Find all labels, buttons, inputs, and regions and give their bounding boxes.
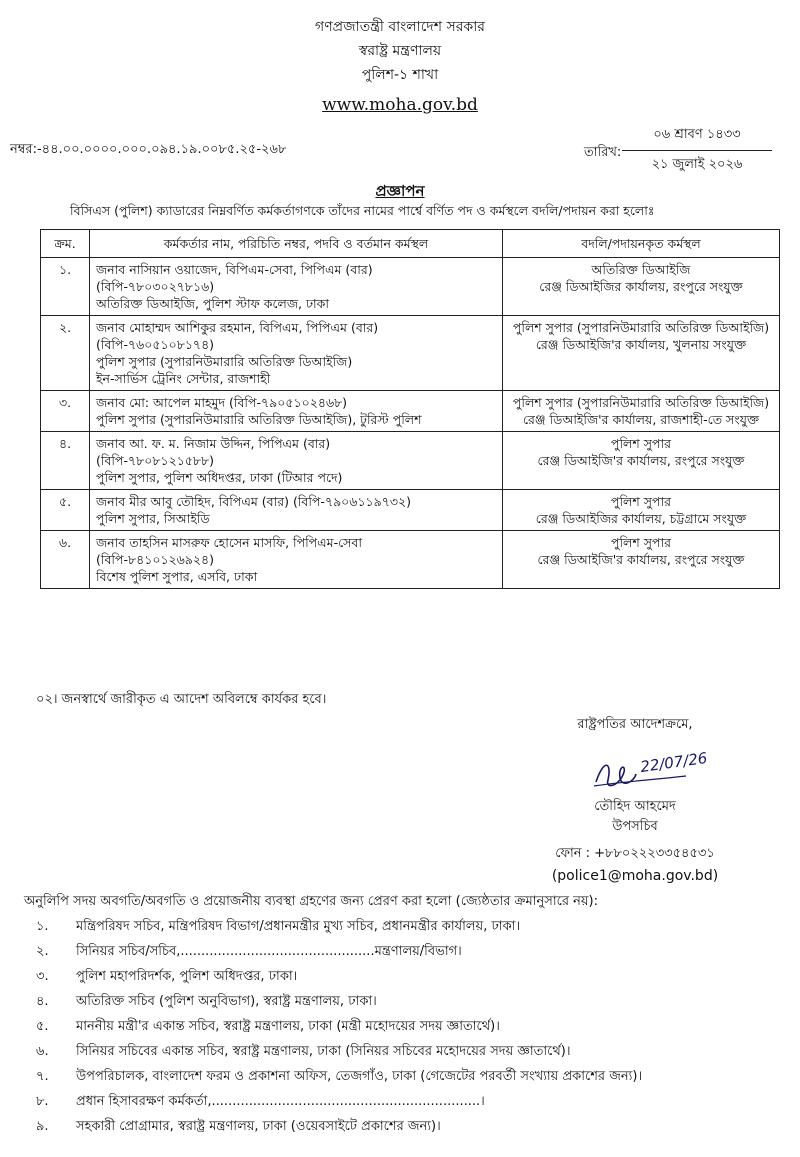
list-item: [36, 941, 642, 966]
row-serial: ৩.: [41, 391, 90, 432]
officer-line: ইন-সার্ভিস ট্রেনিং সেন্টার, রাজশাহী: [96, 371, 271, 386]
list-item: [36, 916, 642, 941]
signatory-name: তৌহিদ আহমেদ: [594, 799, 676, 814]
officer-line: অতিরিক্ত ডিআইজি, পুলিশ স্টাফ কলেজ, ঢাকা: [96, 296, 330, 311]
signatory-email[interactable]: (police1@moha.gov.bd): [551, 868, 719, 884]
row-serial: ২.: [41, 316, 90, 391]
table-row: [41, 258, 780, 316]
row-officer: [90, 531, 503, 589]
list-item: [36, 1091, 642, 1116]
posting-line: রেঞ্জ ডিআইজি'র কার্যালয়, খুলনায় সংযুক্ত: [535, 337, 747, 352]
signature-order-by: রাষ্ট্রপতির আদেশক্রমে,: [577, 717, 693, 732]
row-posting: [503, 316, 780, 391]
list-item: [36, 1016, 642, 1041]
date-bangla: ০৬ শ্রাবণ ১৪৩৩: [622, 125, 772, 151]
table-body: [41, 258, 780, 589]
officer-line: (বিপি-৮৪১০১২৬৯২৪): [96, 552, 215, 567]
section-name: পুলিশ-১ শাখা: [361, 67, 439, 83]
officer-line: জনাব মোহাম্মদ আশিকুর রহমান, বিপিএম, পিপিএম (বার): [96, 320, 379, 335]
posting-line: রেঞ্জ ডিআইজির কার্যালয়, রংপুরে সংযুক্ত: [539, 279, 743, 294]
table-row: [41, 432, 780, 490]
list-item: [36, 1116, 642, 1141]
row-officer: [90, 258, 503, 316]
signature-date: 22/07/26: [639, 748, 709, 777]
officer-line: পুলিশ সুপার, সিআইডি: [96, 511, 210, 526]
row-serial: ১.: [41, 258, 90, 316]
intro-text: বিসিএস (পুলিশ) ক্যাডারের নিম্নবর্ণিত কর্মকর্তাগণকে তাঁদের নামের পার্শ্বে বর্ণিত পদ ও কর্মস্থলে বদলি/পদায়ন করা হলোঃ: [70, 203, 655, 218]
list-item-number: ৫.: [36, 1019, 49, 1034]
row-posting: [503, 432, 780, 490]
posting-line: পুলিশ সুপার (সুপারনিউমারারি অতিরিক্ত ডিআইজি): [512, 320, 770, 335]
handwritten-signature: [590, 742, 720, 798]
posting-line: রেঞ্জ ডিআইজি'র কার্যালয়, রংপুরে সংযুক্ত: [537, 453, 745, 468]
posting-line: রেঞ্জ ডিআইজি'র কার্যালয়, রাজশাহী-তে সংযুক্ত: [522, 412, 760, 427]
list-item-text: অতিরিক্ত সচিব (পুলিশ অনুবিভাগ), স্বরাষ্ট্র মন্ত্রণালয়, ঢাকা।: [76, 994, 377, 1009]
table-row: [41, 316, 780, 391]
list-item-number: ১.: [36, 919, 49, 934]
posting-line: অতিরিক্ত ডিআইজি: [591, 262, 691, 277]
officer-line: জনাব মীর আবু তৌহিদ, বিপিএম (বার) (বিপি-৭৯০৬১১৯৭৩২): [96, 494, 412, 509]
paragraph-2: ০২। জনস্বার্থে জারীকৃত এ আদেশ অবিলম্বে কার্যকর হবে।: [36, 692, 327, 707]
table-header-row: [41, 230, 780, 258]
list-item-number: ৮.: [36, 1094, 49, 1109]
officer-line: পুলিশ সুপার (সুপারনিউমারারি অতিরিক্ত ডিআইজি), টুরিস্ট পুলিশ: [96, 412, 422, 427]
posting-line: রেঞ্জ ডিআইজির কার্যালয়, চট্টগ্রামে সংযুক্ত: [535, 511, 747, 526]
officer-line: পুলিশ সুপার (সুপারনিউমারারি অতিরিক্ত ডিআইজি): [96, 354, 353, 369]
list-item: [36, 991, 642, 1016]
list-item-text: পুলিশ মহাপরিদর্শক, পুলিশ অধিদপ্তর, ঢাকা।: [76, 969, 298, 984]
list-item-number: ৪.: [36, 994, 49, 1009]
govt-title: গণপ্রজাতন্ত্রী বাংলাদেশ সরকার: [315, 19, 485, 35]
cc-list: [36, 916, 642, 1141]
officer-line: (বিপি-৭৮০৩০২৭৮১৬): [96, 279, 215, 294]
list-item: [36, 1041, 642, 1066]
row-serial: ৫.: [41, 490, 90, 531]
officer-line: জনাব আ. ফ. ম. নিজাম উদ্দিন, পিপিএম (বার): [96, 436, 331, 451]
row-serial: ৪.: [41, 432, 90, 490]
row-posting: [503, 391, 780, 432]
list-item-number: ৭.: [36, 1069, 49, 1084]
row-officer: [90, 391, 503, 432]
date-gregorian: ২১ জুলাই ২০২৬: [651, 157, 743, 172]
table-row: [41, 490, 780, 531]
list-item-text: উপপরিচালক, বাংলাদেশ ফরম ও প্রকাশনা অফিস, তেজগাঁও, ঢাকা (গেজেটের পরবর্তী সংখ্যায় প্রকাশের জন্য)।: [76, 1069, 643, 1084]
posting-line: পুলিশ সুপার: [611, 494, 671, 509]
posting-line: পুলিশ সুপার: [611, 436, 671, 451]
list-item-text: মাননীয় মন্ত্রী'র একান্ত সচিব, স্বরাষ্ট্র মন্ত্রণালয়, ঢাকা (মন্ত্রী মহোদয়ের সদয় জ্ঞাতার্থে)।: [76, 1019, 500, 1034]
list-item-text: মন্ত্রিপরিষদ সচিব, মন্ত্রিপরিষদ বিভাগ/প্রধানমন্ত্রীর মুখ্য সচিব, প্রধানমন্ত্রীর কার্যালয়, ঢাকা।: [76, 919, 521, 934]
posting-line: রেঞ্জ ডিআইজি'র কার্যালয়, রংপুরে সংযুক্ত: [537, 552, 745, 567]
row-officer: [90, 432, 503, 490]
officer-line: পুলিশ সুপার, পুলিশ অধিদপ্তর, ঢাকা (টিআর পদে): [96, 470, 343, 485]
posting-line: পুলিশ সুপার (সুপারনিউমারারি অতিরিক্ত ডিআইজি): [512, 395, 770, 410]
list-item-text: সিনিয়র সচিব/সচিব,...............................................মন্ত্রণালয়/বিভাগ।: [76, 944, 462, 959]
website-link[interactable]: www.moha.gov.bd: [322, 95, 478, 115]
row-posting: [503, 531, 780, 589]
row-posting: [503, 490, 780, 531]
header-serial: ক্রম.: [41, 230, 90, 258]
list-item-text: সিনিয়র সচিবের একান্ত সচিব, স্বরাষ্ট্র মন্ত্রণালয়, ঢাকা (সিনিয়র সচিবের মহোদয়ের সদয় জ্ঞাতার্থে)।: [76, 1044, 571, 1059]
officer-line: (বিপি-৭৮০৮১২১৫৮৮): [96, 453, 215, 468]
header-posting: বদলি/পদায়নকৃত কর্মস্থল: [503, 230, 780, 258]
list-item-text: প্রধান হিসাবরক্ষণ কর্মকর্তা,.................................................................।: [76, 1094, 485, 1109]
list-item-number: ২.: [36, 944, 49, 959]
date-label: তারিখ:: [584, 145, 622, 160]
table-row: [41, 531, 780, 589]
officer-line: বিশেষ পুলিশ সুপার, এসবি, ঢাকা: [96, 569, 258, 584]
signatory-designation: উপসচিব: [612, 819, 658, 834]
notification-title: প্রজ্ঞাপন: [375, 182, 425, 200]
officer-line: জনাব মো: আপেল মাহমুদ (বিপি-৭৯০৫১০২৪৬৮): [96, 395, 348, 410]
row-officer: [90, 316, 503, 391]
posting-line: পুলিশ সুপার: [611, 535, 671, 550]
officer-line: (বিপি-৭৬০৫১০৮১৭৪): [96, 337, 215, 352]
list-item-number: ৬.: [36, 1044, 49, 1059]
officer-line: জনাব তাহসিন মাসরুফ হোসেন মাসফি, পিপিএম-সেবা: [96, 535, 363, 550]
ministry-name: স্বরাষ্ট্র মন্ত্রণালয়: [358, 43, 442, 59]
memo-number: নম্বর:-৪৪.০০.০০০০.০০০.০৯৪.১৯.০০৮৫.২৫-২৬৮: [10, 142, 287, 157]
list-item: [36, 1066, 642, 1091]
date-block: [622, 125, 772, 176]
list-item-number: ৩.: [36, 969, 49, 984]
list-item: [36, 966, 642, 991]
transfer-table: [40, 229, 780, 589]
signatory-phone: ফোন : +৮৮০২২২৩৩৫৪৫৩১: [555, 846, 715, 861]
row-serial: ৬.: [41, 531, 90, 589]
officer-line: জনাব নাসিয়ান ওয়াজেদ, বিপিএম-সেবা, পিপিএম (বার): [96, 262, 373, 277]
list-item-number: ৯.: [36, 1119, 49, 1134]
row-officer: [90, 490, 503, 531]
cc-intro: অনুলিপি সদয় অবগতি/অবগতি ও প্রয়োজনীয় ব্যবস্থা গ্রহণের জন্য প্রেরণ করা হলো (জ্যেষ্ঠতার ক্রমানুসারে নয়):: [24, 894, 599, 909]
row-posting: [503, 258, 780, 316]
header-name: কর্মকর্তার নাম, পরিচিতি নম্বর, পদবি ও বর্তমান কর্মস্থল: [90, 230, 503, 258]
list-item-text: সহকারী প্রোগ্রামার, স্বরাষ্ট্র মন্ত্রণালয়, ঢাকা (ওয়েবসাইটে প্রকাশের জন্য)।: [76, 1119, 441, 1134]
table-row: [41, 391, 780, 432]
